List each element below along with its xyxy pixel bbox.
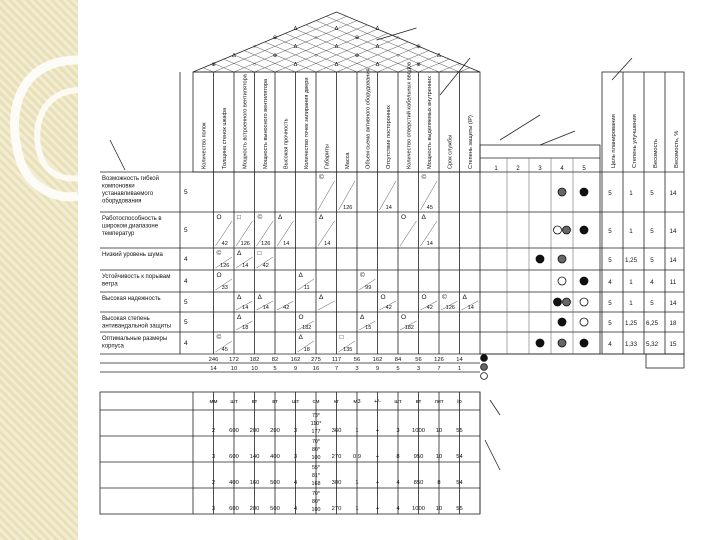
correlation-mark: Δ bbox=[293, 62, 298, 68]
priority-value: 9 bbox=[375, 366, 380, 372]
relationship-symbol: □ bbox=[237, 214, 241, 221]
total-value: 82 bbox=[271, 357, 279, 363]
priority-value: 7 bbox=[334, 366, 339, 372]
total-value: 56 bbox=[353, 357, 361, 363]
total-value: 162 bbox=[372, 357, 383, 363]
correlation-mark: Δ bbox=[437, 53, 441, 59]
tech-characteristic-label: Срок службы bbox=[447, 134, 454, 169]
legend-marker bbox=[481, 373, 488, 380]
competitor-value: 3 bbox=[396, 428, 400, 434]
rating-marker bbox=[558, 188, 566, 196]
correlation-mark: ○ bbox=[457, 62, 462, 68]
competitor-value: 500 bbox=[270, 506, 280, 512]
relationship-symbol: Δ bbox=[298, 272, 303, 279]
planning-value: 14 bbox=[669, 228, 677, 235]
competitor-value: 168 bbox=[311, 481, 321, 487]
relationship-symbol: □ bbox=[339, 334, 344, 341]
relationship-symbol: □ bbox=[257, 250, 262, 257]
tech-characteristic-label: Объем сьема активного оборудования bbox=[365, 68, 372, 169]
relationship-weight: 126 bbox=[240, 241, 250, 247]
relationship-symbol: Δ bbox=[237, 250, 242, 257]
priority-value: 16 bbox=[312, 366, 320, 372]
competitor-value: 80* bbox=[311, 447, 321, 453]
relationship-weight: 126 bbox=[445, 305, 455, 311]
tech-characteristic-label: Высокая прочность bbox=[283, 118, 290, 169]
competitor-value: 2 bbox=[211, 428, 216, 434]
planning-value: 5 bbox=[650, 257, 654, 264]
competitor-value: 270 bbox=[331, 506, 342, 512]
priority-value: 1 bbox=[457, 366, 462, 372]
total-value: 172 bbox=[229, 357, 239, 363]
callout-leader bbox=[500, 115, 540, 140]
relationship-symbol: © bbox=[421, 174, 427, 181]
relationship-weight: 42 bbox=[426, 305, 433, 311]
rating-scale-label: 4 bbox=[560, 166, 564, 172]
competitor-value: 1 bbox=[355, 506, 359, 512]
competitor-value: 81* bbox=[311, 473, 321, 479]
planning-value: 5 bbox=[608, 257, 612, 264]
unit-value: шт bbox=[394, 399, 402, 405]
requirement-label: Высокая степень антивандальной защиты bbox=[102, 316, 172, 330]
competitor-value: 110* bbox=[310, 421, 322, 427]
planning-header-label: Весомость, % bbox=[674, 130, 680, 168]
callout-leader bbox=[440, 58, 470, 95]
competitor-value: 140 bbox=[249, 454, 260, 460]
competitor-value: 73* bbox=[311, 413, 321, 419]
correlation-mark: ○ bbox=[252, 44, 257, 50]
correlation-mark: ⊕ bbox=[416, 62, 421, 68]
competitor-value: 4 bbox=[293, 506, 298, 512]
total-value: 126 bbox=[434, 357, 444, 363]
requirement-importance: 5 bbox=[184, 189, 188, 196]
rating-scale-label: 3 bbox=[538, 166, 542, 172]
correlation-mark: ⊕ bbox=[272, 53, 278, 59]
competitor-value: + bbox=[375, 506, 380, 512]
total-value: 14 bbox=[456, 357, 463, 363]
competitor-value: 4 bbox=[293, 480, 298, 486]
competitor-value: 950 bbox=[413, 454, 424, 460]
planning-value: 11 bbox=[669, 279, 677, 286]
relationship-weight: 135 bbox=[343, 347, 353, 353]
correlation-mark: ⊕ bbox=[416, 44, 421, 50]
competitor-value: 4 bbox=[396, 480, 400, 486]
competitor-value: 1 bbox=[355, 428, 359, 434]
priority-value: 7 bbox=[437, 366, 441, 372]
correlation-mark: Δ bbox=[375, 62, 380, 68]
relationship-weight: 14 bbox=[242, 305, 249, 311]
relationship-symbol: О bbox=[401, 214, 407, 221]
competitor-value: 70* bbox=[311, 491, 321, 497]
tech-characteristic-label: Габариты bbox=[324, 144, 331, 169]
correlation-mark: Δ bbox=[334, 26, 339, 32]
relationship-weight: 14 bbox=[242, 263, 249, 269]
competitor-value: 8 bbox=[437, 480, 441, 486]
planning-value: 4 bbox=[608, 279, 612, 286]
competitor-value: 55* bbox=[311, 465, 321, 471]
planning-value: 1 bbox=[629, 300, 633, 307]
unit-value: мм bbox=[209, 399, 218, 405]
requirement-label: Устойчивость к порывам ветра bbox=[102, 274, 171, 288]
callout-leader bbox=[490, 400, 500, 415]
competitor-value: 54 bbox=[456, 454, 463, 460]
rating-marker bbox=[580, 188, 588, 196]
planning-value: 5 bbox=[650, 228, 654, 235]
requirement-importance: 4 bbox=[184, 340, 188, 347]
callout-leader bbox=[110, 140, 125, 170]
rating-marker bbox=[554, 298, 562, 306]
relationship-weight: 14 bbox=[426, 241, 433, 247]
planning-value: 1 bbox=[629, 228, 633, 235]
tech-characteristic-label: Количество отверстий кабельных вводов bbox=[406, 61, 413, 169]
competitor-value: 3 bbox=[211, 454, 216, 460]
rating-marker bbox=[580, 298, 588, 306]
requirement-label: Работоспособность в широком диапазоне температур bbox=[102, 216, 162, 237]
tech-characteristic-label: Масса bbox=[344, 152, 351, 169]
competitor-value: 8 bbox=[396, 454, 400, 460]
roof-grid-line bbox=[460, 68, 470, 72]
tech-characteristic-label: Мощность выделяемых внутренних bbox=[426, 75, 433, 169]
competitor-value: 10 bbox=[435, 454, 443, 460]
planning-value: 1,25 bbox=[624, 320, 638, 327]
planning-value: 14 bbox=[669, 300, 677, 307]
competitor-value: + bbox=[375, 454, 380, 460]
competitor-value: 200 bbox=[249, 506, 260, 512]
rating-marker bbox=[558, 255, 566, 263]
relationship-weight: 182 bbox=[404, 325, 414, 331]
requirement-importance: 4 bbox=[184, 278, 188, 285]
correlation-mark: Δ bbox=[334, 62, 339, 68]
planning-value: 5 bbox=[650, 190, 654, 197]
relationship-weight: 126 bbox=[261, 241, 271, 247]
priority-value: 10 bbox=[230, 366, 238, 372]
competitor-value: 3 bbox=[293, 454, 298, 460]
relationship-weight: 45 bbox=[426, 205, 433, 211]
rating-scale-label: 2 bbox=[516, 166, 520, 172]
relationship-symbol: © bbox=[442, 294, 447, 301]
tech-characteristic-label: Количество полок bbox=[201, 122, 208, 169]
relationship-symbol: О bbox=[401, 314, 407, 321]
planning-value: 15 bbox=[669, 341, 677, 348]
relationship-weight: 99 bbox=[365, 285, 372, 291]
correlation-mark: ⊕ bbox=[211, 62, 216, 68]
house-of-quality-diagram bbox=[78, 0, 720, 540]
competitor-value: 160 bbox=[249, 480, 260, 486]
requirement-importance: 5 bbox=[184, 319, 188, 326]
correlation-mark: Δ bbox=[375, 44, 380, 50]
relationship-slash bbox=[318, 181, 335, 210]
competitor-value: 10 bbox=[435, 428, 443, 434]
requirement-label: Возможность гибкой компоновки устанавливаемого оборудования bbox=[102, 176, 159, 205]
competitor-value: 3 bbox=[211, 506, 216, 512]
rating-marker bbox=[558, 318, 566, 326]
unit-value: +/- bbox=[374, 399, 381, 405]
competitor-value: 600 bbox=[229, 454, 239, 460]
competitor-value: 600 bbox=[229, 506, 239, 512]
relationship-weight: 42 bbox=[262, 263, 269, 269]
relationship-symbol: О bbox=[216, 272, 222, 279]
competitor-value: 177 bbox=[311, 429, 321, 435]
relationship-weight: 33 bbox=[221, 285, 228, 291]
competitor-value: 100 bbox=[311, 507, 321, 513]
correlation-mark: ○ bbox=[252, 62, 257, 68]
relationship-symbol: Δ bbox=[237, 314, 242, 321]
relationship-symbol: Δ bbox=[462, 294, 467, 301]
planning-value: 5 bbox=[608, 320, 612, 327]
relationship-symbol: О bbox=[421, 294, 427, 301]
rating-marker bbox=[558, 277, 566, 285]
relationship-weight: 14 bbox=[283, 241, 290, 247]
roof-grid-line bbox=[214, 16, 347, 72]
priority-value: 14 bbox=[210, 366, 217, 372]
priority-value: 3 bbox=[355, 366, 359, 372]
relationship-weight: 126 bbox=[220, 263, 230, 269]
relationship-weight: 11 bbox=[303, 285, 310, 291]
competitor-value: 55 bbox=[456, 506, 463, 512]
priority-value: 9 bbox=[293, 366, 298, 372]
rating-marker bbox=[580, 277, 588, 285]
relationship-weight: 18 bbox=[242, 325, 249, 331]
competitor-value: 2 bbox=[211, 480, 216, 486]
unit-value: кг bbox=[334, 399, 339, 405]
unit-value: лет bbox=[434, 399, 444, 405]
tech-characteristic-label: Степень защиты (IP) bbox=[467, 115, 474, 169]
relationship-symbol: © bbox=[360, 272, 365, 279]
relationship-symbol: Δ bbox=[257, 294, 262, 301]
competitor-value: 360 bbox=[331, 428, 342, 434]
roof-grid-line bbox=[293, 33, 388, 72]
planning-value: 14 bbox=[669, 257, 677, 264]
unit-value: вт bbox=[415, 399, 422, 405]
planning-value: 6,25 bbox=[645, 320, 659, 327]
planning-value: 4 bbox=[608, 341, 612, 348]
rating-marker bbox=[554, 226, 562, 234]
relationship-symbol: Δ bbox=[278, 214, 283, 221]
relationship-symbol: © bbox=[319, 174, 324, 181]
legend-marker bbox=[481, 355, 488, 362]
relationship-symbol: © bbox=[216, 334, 222, 341]
requirement-importance: 4 bbox=[184, 256, 188, 263]
competitor-value: 100 bbox=[311, 455, 321, 461]
rating-marker bbox=[580, 318, 588, 326]
planning-value: 14 bbox=[669, 190, 677, 197]
competitor-value: 0,9 bbox=[352, 454, 362, 460]
legend-marker bbox=[481, 364, 488, 371]
relationship-symbol: Δ bbox=[360, 314, 365, 321]
correlation-mark: Δ bbox=[293, 44, 298, 50]
tech-characteristic-label: Отсутствие посторонних bbox=[385, 105, 392, 169]
requirement-importance: 5 bbox=[184, 227, 188, 234]
total-value: 84 bbox=[394, 357, 402, 363]
competitor-value: 10 bbox=[435, 506, 443, 512]
competitor-value: 400 bbox=[229, 480, 239, 486]
callout-leader bbox=[612, 58, 632, 80]
unit-value: шт bbox=[291, 399, 300, 405]
competitor-value: 400 bbox=[270, 454, 280, 460]
tech-characteristic-label: Мощность встроенного вентилятора bbox=[242, 74, 249, 169]
relationship-symbol: Δ bbox=[421, 214, 426, 221]
relationship-symbol: О bbox=[216, 214, 222, 221]
relationship-weight: 14 bbox=[385, 205, 392, 211]
competitor-value: 4 bbox=[396, 506, 400, 512]
total-value: 117 bbox=[331, 357, 342, 363]
total-value: 182 bbox=[249, 357, 260, 363]
roof-grid-line bbox=[306, 25, 419, 72]
relationship-weight: 15 bbox=[365, 325, 372, 331]
planning-header-label: Цель планирования bbox=[611, 114, 617, 168]
rating-marker bbox=[536, 339, 544, 347]
competitor-value: 70* bbox=[311, 439, 321, 445]
planning-value: 1 bbox=[629, 190, 633, 197]
relationship-slash bbox=[318, 301, 335, 310]
planning-header-label: Весомость bbox=[653, 138, 659, 168]
requirement-label: Низкий уровень шума bbox=[102, 252, 163, 258]
relationship-symbol: Δ bbox=[298, 334, 303, 341]
relationship-weight: 182 bbox=[302, 325, 312, 331]
requirement-label: Оптимальные размеры корпуса bbox=[102, 336, 168, 350]
planning-value: 5 bbox=[608, 300, 612, 307]
rating-scale-label: 5 bbox=[582, 166, 586, 172]
unit-value: ip bbox=[457, 399, 462, 405]
competitor-value: + bbox=[375, 428, 380, 434]
relationship-weight: 42 bbox=[221, 241, 228, 247]
priority-value: 5 bbox=[273, 366, 277, 372]
callout-leader bbox=[485, 440, 500, 470]
decorative-side-strip bbox=[0, 0, 78, 540]
competitor-value: 1 bbox=[355, 480, 359, 486]
requirement-importance: 5 bbox=[184, 299, 188, 306]
roof-grid-line bbox=[326, 16, 462, 72]
planning-value: 4 bbox=[650, 279, 654, 286]
unit-value: м3 bbox=[353, 399, 361, 405]
swirl-ornament bbox=[0, 0, 78, 540]
competitor-value: 200 bbox=[249, 428, 260, 434]
rating-marker bbox=[536, 255, 544, 263]
relationship-weight: 14 bbox=[467, 305, 474, 311]
total-value: 162 bbox=[290, 357, 301, 363]
priority-value: 5 bbox=[396, 366, 400, 372]
relationship-weight: 14 bbox=[324, 241, 331, 247]
relationship-symbol: О bbox=[298, 314, 304, 321]
unit-value: шт bbox=[230, 399, 238, 405]
competitor-value: 300 bbox=[331, 480, 342, 486]
total-value: 275 bbox=[311, 357, 321, 363]
unit-value: см bbox=[312, 399, 320, 405]
competitor-value: 55 bbox=[456, 428, 463, 434]
relationship-weight: 18 bbox=[303, 347, 310, 353]
relationship-slash bbox=[400, 221, 417, 246]
correlation-mark: Δ bbox=[334, 44, 339, 50]
rating-marker bbox=[580, 339, 588, 347]
competitor-value: 500 bbox=[270, 480, 280, 486]
competitor-value: 200 bbox=[270, 428, 280, 434]
relationship-symbol: Δ bbox=[237, 294, 242, 301]
correlation-mark: ○ bbox=[396, 35, 400, 41]
total-value: 56 bbox=[415, 357, 422, 363]
priority-value: 3 bbox=[416, 366, 421, 372]
relationship-symbol: © bbox=[257, 214, 263, 221]
correlation-mark: Δ bbox=[232, 53, 236, 59]
correlation-mark: ○ bbox=[396, 53, 400, 59]
competitor-value: 850 bbox=[413, 480, 424, 486]
competitor-value: 1000 bbox=[412, 428, 425, 434]
correlation-mark: ○ bbox=[314, 53, 318, 59]
planning-value: 5,32 bbox=[645, 341, 659, 348]
roof-grid-line bbox=[252, 25, 368, 72]
competitor-value: 80* bbox=[311, 499, 321, 505]
grand-total-box bbox=[646, 354, 684, 368]
relationship-weight: 45 bbox=[221, 347, 228, 353]
planning-value: 1 bbox=[629, 279, 633, 286]
total-value: 246 bbox=[208, 357, 219, 363]
correlation-mark: Δ bbox=[293, 26, 298, 32]
rating-marker bbox=[563, 298, 571, 306]
unit-value: вт bbox=[272, 399, 278, 405]
relationship-symbol: Δ bbox=[319, 214, 324, 221]
requirement-label: Высокая надежность bbox=[102, 296, 161, 302]
planning-value: 5 bbox=[650, 300, 654, 307]
tech-characteristic-label: Мощность выносного вентилятора bbox=[262, 78, 269, 169]
roof-grid-line bbox=[375, 51, 429, 72]
relationship-weight: 14 bbox=[262, 305, 269, 311]
relationship-weight: 42 bbox=[385, 305, 392, 311]
tech-characteristic-label: Толщина стенок шкафа bbox=[221, 107, 228, 169]
planning-header-label: Степень улучшения bbox=[632, 114, 638, 168]
relationship-symbol: Δ bbox=[319, 294, 324, 301]
planning-value: 5 bbox=[608, 228, 612, 235]
competitor-value: 54 bbox=[456, 480, 463, 486]
rating-marker bbox=[563, 226, 571, 234]
competitor-value: + bbox=[375, 480, 380, 486]
roof-grid-line bbox=[203, 68, 213, 72]
rating-marker bbox=[558, 339, 566, 347]
roof-grid-line bbox=[285, 33, 377, 72]
correlation-mark: ⊕ bbox=[354, 35, 360, 41]
planning-value: 1,33 bbox=[624, 341, 638, 348]
rating-marker bbox=[580, 226, 588, 234]
planning-value: 5 bbox=[608, 190, 612, 197]
competitor-value: 600 bbox=[229, 428, 239, 434]
planning-value: 18 bbox=[669, 320, 677, 327]
unit-value: вт bbox=[251, 399, 258, 405]
correlation-mark: ⊕ bbox=[354, 53, 360, 59]
relationship-symbol: О bbox=[380, 294, 386, 301]
correlation-mark: ○ bbox=[314, 35, 318, 41]
competitor-value: 1000 bbox=[412, 506, 425, 512]
relationship-weight: 42 bbox=[283, 305, 290, 311]
planning-value: 1,25 bbox=[624, 257, 638, 264]
competitor-value: 270 bbox=[331, 454, 342, 460]
relationship-symbol: © bbox=[216, 250, 222, 257]
callout-leader bbox=[540, 131, 575, 145]
correlation-mark: Δ bbox=[375, 26, 380, 32]
competitor-value: 3 bbox=[293, 428, 298, 434]
tech-characteristic-label: Количество точек запирания двери bbox=[303, 77, 310, 169]
priority-value: 10 bbox=[251, 366, 258, 372]
relationship-weight: 126 bbox=[343, 205, 353, 211]
rating-scale-label: 1 bbox=[494, 166, 498, 172]
correlation-mark: ⊕ bbox=[272, 35, 278, 41]
